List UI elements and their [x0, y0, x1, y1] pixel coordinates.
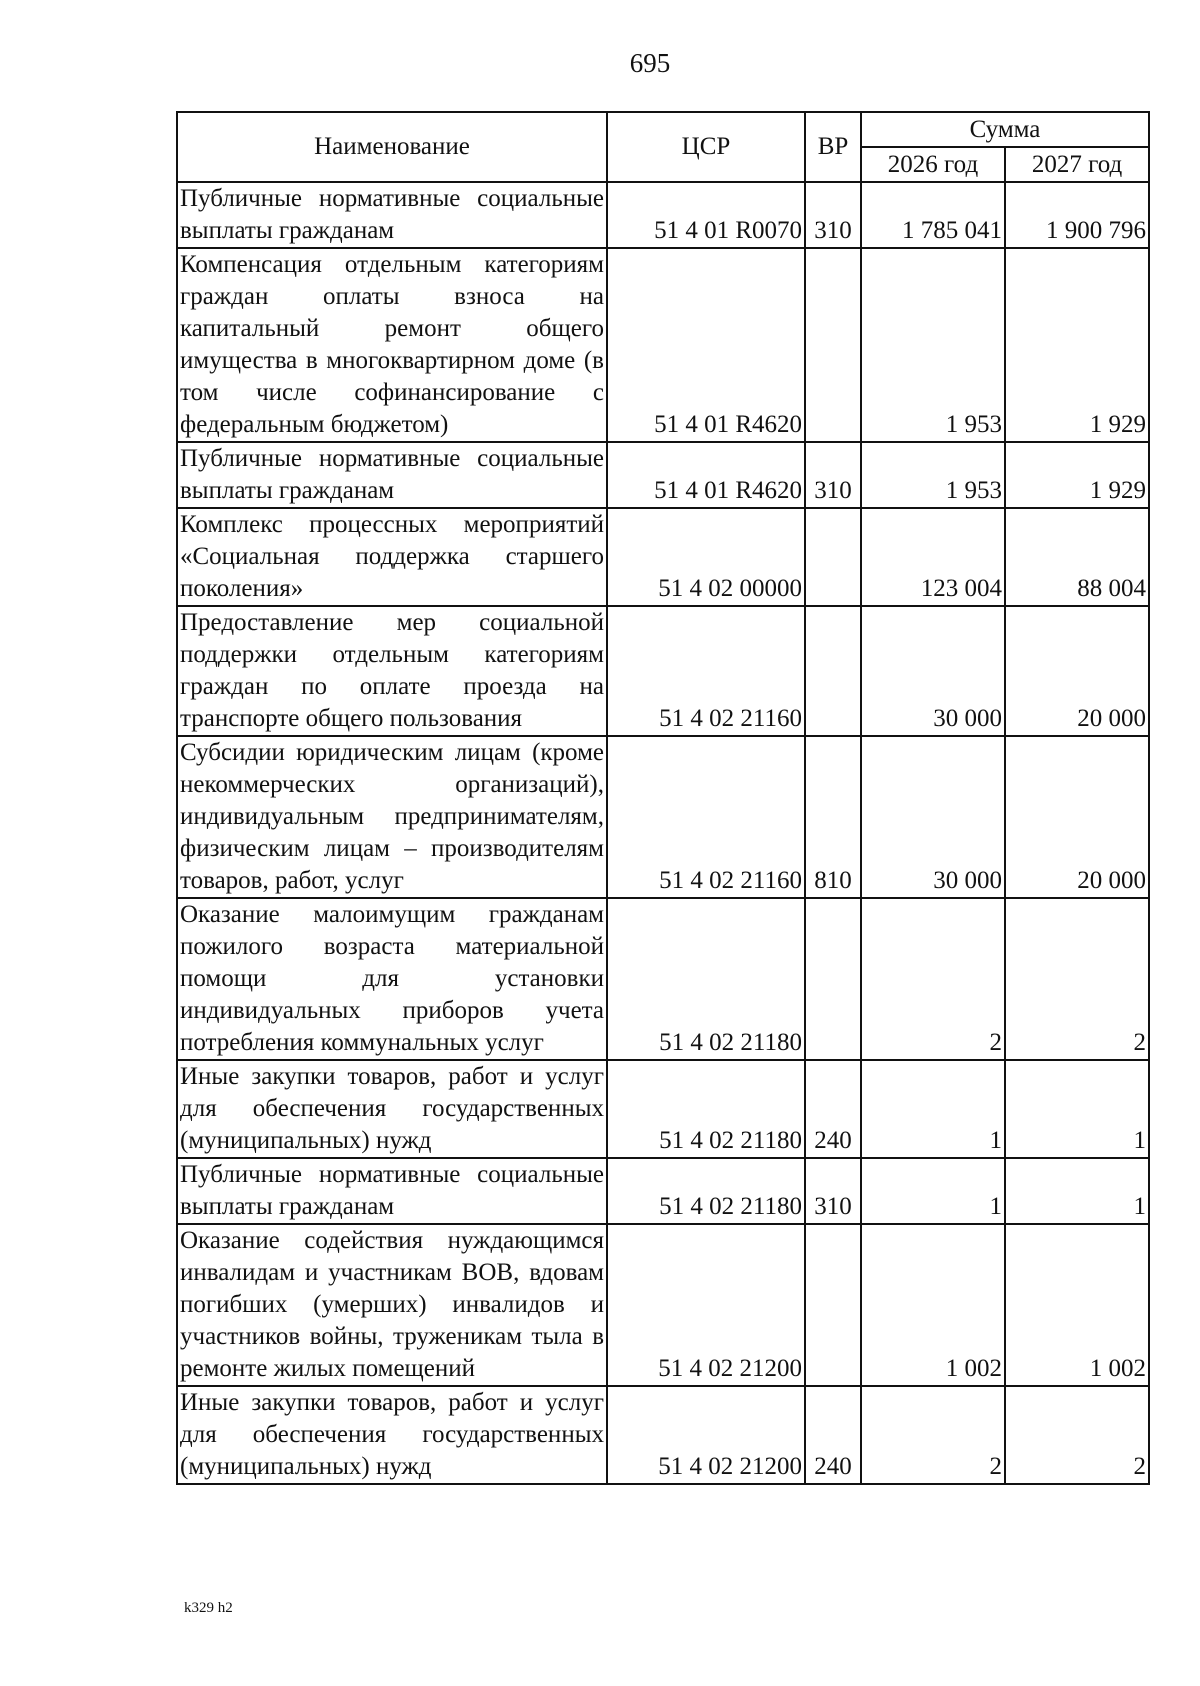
row-vr: 240	[805, 1386, 861, 1484]
row-sum-2026: 1 002	[861, 1224, 1005, 1386]
row-csr: 51 4 02 21160	[607, 736, 805, 898]
row-sum-2026: 1 953	[861, 248, 1005, 442]
table-row	[177, 182, 1149, 248]
row-sum-2027: 2	[1005, 1386, 1149, 1484]
header-csr: ЦСР	[607, 112, 805, 182]
row-sum-2027: 1 929	[1005, 442, 1149, 508]
table-row	[177, 1158, 1149, 1224]
row-sum-2026: 30 000	[861, 606, 1005, 736]
row-csr: 51 4 01 R0070	[607, 182, 805, 248]
row-sum-2027: 1 002	[1005, 1224, 1149, 1386]
row-csr: 51 4 02 21200	[607, 1386, 805, 1484]
row-sum-2026: 1	[861, 1158, 1005, 1224]
row-name: Компенсация отдельным категориям граждан оплаты взноса на капитальный ремонт общего имущества в многоквартирном доме (в том числе софинансирование с федеральным бюджетом)	[177, 248, 607, 442]
row-csr: 51 4 02 21160	[607, 606, 805, 736]
row-sum-2026: 2	[861, 898, 1005, 1060]
row-vr	[805, 1224, 861, 1386]
row-vr: 310	[805, 442, 861, 508]
row-vr: 310	[805, 182, 861, 248]
row-name: Иные закупки товаров, работ и услуг для обеспечения государственных (муниципальных) нужд	[177, 1386, 607, 1484]
row-name: Иные закупки товаров, работ и услуг для обеспечения государственных (муниципальных) нужд	[177, 1060, 607, 1158]
row-vr: 240	[805, 1060, 861, 1158]
header-vr: ВР	[805, 112, 861, 182]
header-sum: Сумма	[861, 112, 1149, 147]
row-sum-2027: 20 000	[1005, 606, 1149, 736]
row-sum-2026: 1	[861, 1060, 1005, 1158]
row-name: Предоставление мер социальной поддержки отдельным категориям граждан по оплате проезда на транспорте общего пользования	[177, 606, 607, 736]
row-sum-2027: 2	[1005, 898, 1149, 1060]
row-csr: 51 4 01 R4620	[607, 248, 805, 442]
table-row	[177, 248, 1149, 442]
header-year-2027: 2027 год	[1005, 147, 1149, 182]
row-name: Оказание малоимущим гражданам пожилого возраста материальной помощи для установки индивидуальных приборов учета потребления коммунальных услуг	[177, 898, 607, 1060]
page-number: 695	[629, 48, 671, 78]
table-row	[177, 508, 1149, 606]
row-vr	[805, 508, 861, 606]
row-sum-2027: 1	[1005, 1060, 1149, 1158]
row-sum-2026: 123 004	[861, 508, 1005, 606]
table-row	[177, 1060, 1149, 1158]
table-row	[177, 1224, 1149, 1386]
row-csr: 51 4 01 R4620	[607, 442, 805, 508]
row-sum-2026: 30 000	[861, 736, 1005, 898]
table-row	[177, 898, 1149, 1060]
row-sum-2027: 1 900 796	[1005, 182, 1149, 248]
row-csr: 51 4 02 21180	[607, 1158, 805, 1224]
row-name: Публичные нормативные социальные выплаты гражданам	[177, 182, 607, 248]
row-sum-2027: 20 000	[1005, 736, 1149, 898]
budget-table	[176, 111, 1150, 1485]
row-name: Публичные нормативные социальные выплаты гражданам	[177, 442, 607, 508]
row-csr: 51 4 02 21180	[607, 1060, 805, 1158]
header-name: Наименование	[177, 112, 607, 182]
row-csr: 51 4 02 00000	[607, 508, 805, 606]
footer-code: k329 h2	[184, 1600, 233, 1616]
row-vr	[805, 898, 861, 1060]
row-csr: 51 4 02 21180	[607, 898, 805, 1060]
table-row	[177, 1386, 1149, 1484]
row-sum-2027: 88 004	[1005, 508, 1149, 606]
table-row	[177, 736, 1149, 898]
row-name: Субсидии юридическим лицам (кроме некоммерческих организаций), индивидуальным предпринимателям, физическим лицам – производителям товаров, работ, услуг	[177, 736, 607, 898]
row-vr	[805, 248, 861, 442]
row-sum-2026: 1 953	[861, 442, 1005, 508]
table-row	[177, 442, 1149, 508]
row-sum-2026: 2	[861, 1386, 1005, 1484]
header-year-2026: 2026 год	[861, 147, 1005, 182]
row-sum-2027: 1 929	[1005, 248, 1149, 442]
row-vr: 310	[805, 1158, 861, 1224]
row-vr: 810	[805, 736, 861, 898]
row-sum-2026: 1 785 041	[861, 182, 1005, 248]
row-name: Комплекс процессных мероприятий «Социальная поддержка старшего поколения»	[177, 508, 607, 606]
row-name: Оказание содействия нуждающимся инвалидам и участникам ВОВ, вдовам погибших (умерших) инвалидов и участников войны, труженикам тыла в ремонте жилых помещений	[177, 1224, 607, 1386]
row-csr: 51 4 02 21200	[607, 1224, 805, 1386]
row-name: Публичные нормативные социальные выплаты гражданам	[177, 1158, 607, 1224]
row-sum-2027: 1	[1005, 1158, 1149, 1224]
row-vr	[805, 606, 861, 736]
table-row	[177, 606, 1149, 736]
